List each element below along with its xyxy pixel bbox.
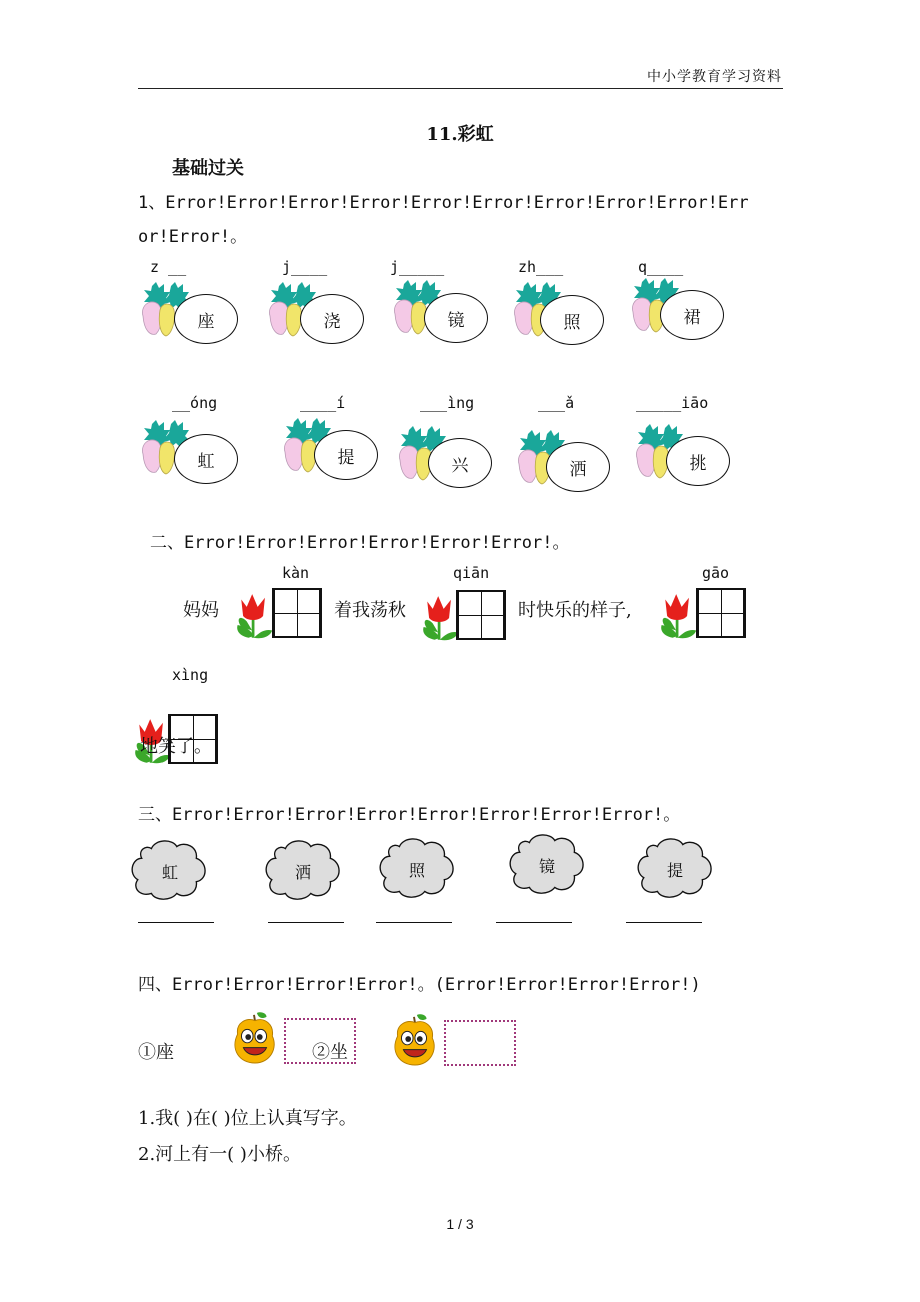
- flower-char: 洒: [294, 862, 311, 882]
- pinyin-blank: q____: [638, 258, 684, 276]
- flower-char: 照: [408, 860, 425, 880]
- pinyin-blank: zh___: [518, 258, 564, 276]
- tulip-icon: [234, 590, 274, 640]
- page-title: 11.彩虹: [426, 124, 494, 145]
- pinyin-blank: z __: [150, 258, 187, 276]
- header-rule: [138, 88, 783, 89]
- tianzi-grid-box[interactable]: [456, 590, 506, 640]
- char-oval: 浇: [300, 294, 364, 344]
- section3-heading: 三、Error!Error!Error!Error!Error!Error!Error!Error!。: [138, 805, 681, 825]
- pinyin-blank: j_____: [390, 258, 445, 276]
- answer-blank[interactable]: [138, 922, 214, 923]
- tianzi-grid-box[interactable]: [272, 588, 322, 638]
- answer-blank[interactable]: [496, 922, 572, 923]
- char-oval: 裙: [660, 290, 724, 340]
- smiling-fruit-icon: [388, 1010, 440, 1070]
- char-oval: 镜: [424, 293, 488, 343]
- pinyin-blank: _____iāo: [636, 394, 709, 412]
- section4-heading: 四、Error!Error!Error!Error!。(Error!Error!Error!Error!): [138, 975, 701, 995]
- answer-blank[interactable]: [376, 922, 452, 923]
- tulip-icon: [658, 590, 698, 640]
- char-oval: 虹: [174, 434, 238, 484]
- char-oval: 座: [174, 294, 238, 344]
- pinyin-qian: qiān: [453, 564, 490, 582]
- sentence-part: 地笑了。: [140, 736, 212, 757]
- pinyin-blank: __óng: [172, 394, 218, 412]
- pinyin-blank: ___ǎ: [538, 394, 575, 412]
- option-label: ②坐: [312, 1042, 348, 1063]
- flower-char: 提: [666, 860, 683, 880]
- section1-heading-line2: or!Error!。: [138, 227, 248, 247]
- smiling-fruit-icon: [228, 1008, 280, 1068]
- section1-heading-line1: 1、Error!Error!Error!Error!Error!Error!Error!Error!Error!Err: [138, 193, 749, 213]
- pinyin-kan: kàn: [282, 564, 310, 582]
- char-oval: 提: [314, 430, 378, 480]
- char-oval: 洒: [546, 442, 610, 492]
- fill-sentence: 2.河上有一( )小桥。: [138, 1144, 301, 1165]
- char-oval: 兴: [428, 438, 492, 488]
- fill-sentence: 1.我( )在( )位上认真写字。: [138, 1108, 357, 1129]
- section-subheading: 基础过关: [172, 158, 244, 179]
- answer-frame[interactable]: [444, 1020, 516, 1066]
- flower-char: 镜: [538, 856, 555, 876]
- char-oval: 挑: [666, 436, 730, 486]
- option-label: ①座: [138, 1042, 174, 1063]
- sentence-part: 妈妈: [183, 600, 219, 621]
- pinyin-gao: gāo: [702, 564, 730, 582]
- sentence-part: 时快乐的样子,: [518, 600, 632, 621]
- char-oval: 照: [540, 295, 604, 345]
- pinyin-blank: j____: [282, 258, 328, 276]
- sentence-part: 着我荡秋: [334, 600, 406, 621]
- header-text: 中小学教育学习资料: [647, 69, 782, 85]
- pinyin-blank: ___ìng: [420, 394, 475, 412]
- answer-blank[interactable]: [268, 922, 344, 923]
- tianzi-grid-box[interactable]: [696, 588, 746, 638]
- flower-char: 虹: [161, 862, 178, 882]
- pinyin-xing: xìng: [172, 666, 209, 684]
- pinyin-blank: ____í: [300, 394, 346, 412]
- tulip-icon: [420, 592, 460, 642]
- page-number: 1 / 3: [446, 1216, 474, 1232]
- section2-heading: 二、Error!Error!Error!Error!Error!Error!。: [150, 533, 570, 553]
- answer-blank[interactable]: [626, 922, 702, 923]
